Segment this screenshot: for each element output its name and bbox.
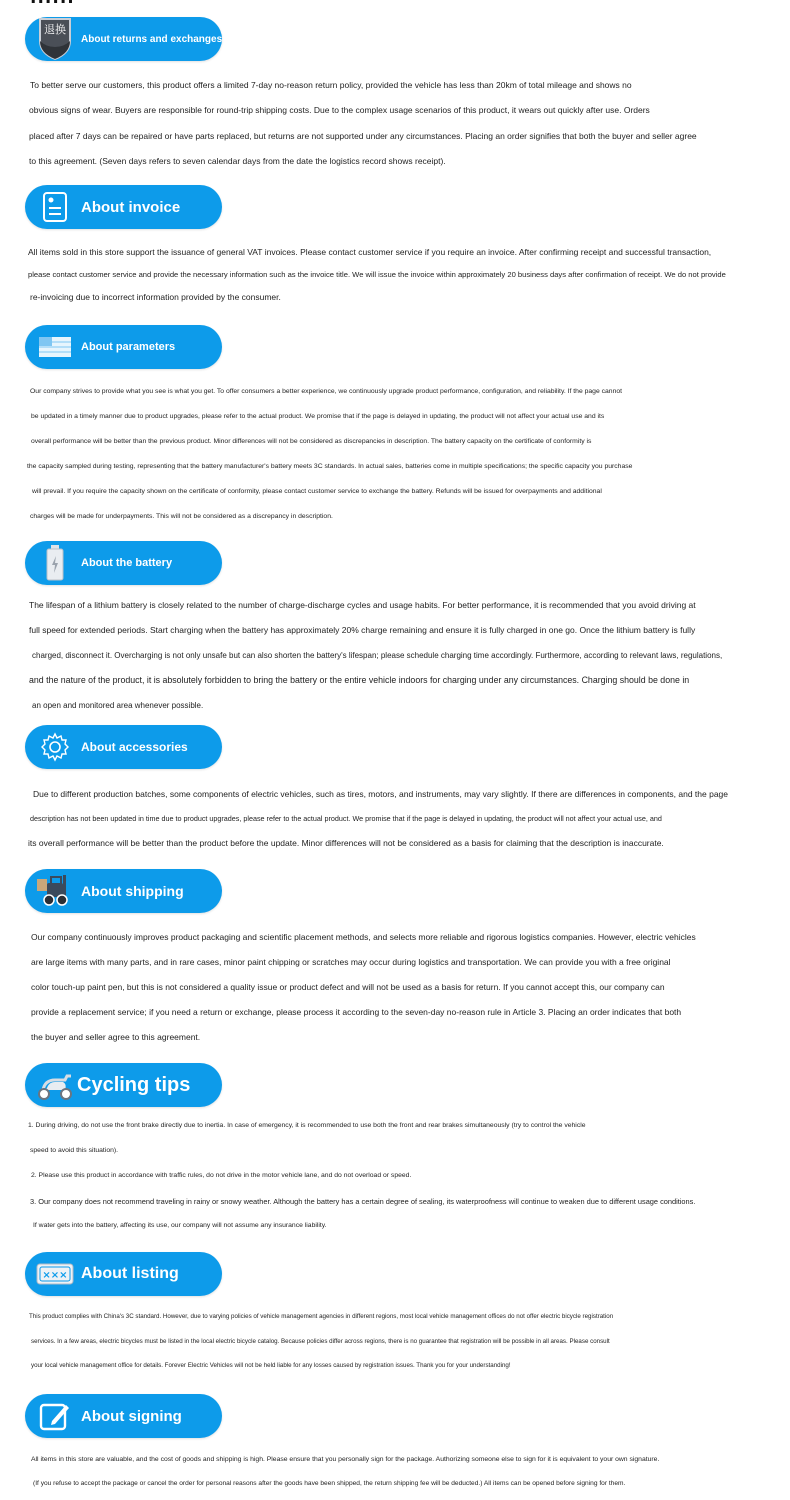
text-line: 1. During driving, do not use the front brake directly due to inertia. In case of emergency, it is recommended to use both the front and rear brakes simultaneously (try to control the vehicle [28,1122,586,1129]
parameters-icon [33,325,77,369]
text-line: re-invoicing due to incorrect information provided by the consumer. [30,292,281,302]
text-line: your local vehicle management office for details. Forever Electric Vehicles will not be held liable for any losses caused by registration issues. Thank you for your understanding! [31,1362,511,1369]
invoice-header-pill [25,185,222,229]
section-title: About signing [81,1407,182,1425]
section-title: About returns and exchanges [81,33,222,45]
gear-icon [33,725,77,769]
listing-header-pill [25,1252,222,1296]
text-line: obvious signs of wear. Buyers are responsible for round-trip shipping costs. Due to the complex usage scenarios of this product, it wears out quickly after use. Orders [29,105,650,115]
cycling-tips-header-pill [25,1063,222,1107]
text-line: please contact customer service and provide the necessary information such as the invoice title. We will issue the invoice within approximately 20 business days after confirmation of receipt. We do not provide [28,270,726,279]
text-line: description has not been updated in time due to product upgrades, please refer to the actual product. We promise that if the page is delayed in updating, the product will not affect your actual use, and [30,814,662,823]
invoice-icon [33,185,77,229]
text-line: Our company continuously improves product packaging and scientific placement methods, and selects more reliable and rigorous logistics companies. However, electric vehicles [31,932,696,942]
cut-off-top-text [30,0,450,6]
svg-text:退换: 退换 [44,23,66,36]
section-title: Cycling tips [77,1073,191,1096]
text-line: to this agreement. (Seven days refers to seven calendar days from the date the logistics record shows receipt). [29,156,446,166]
section-title: About invoice [81,198,181,216]
text-line: provide a replacement service; if you need a return or exchange, please process it according to the seven-day no-reason rule in Article 3. Placing an order indicates that both [31,1007,682,1017]
battery-icon [33,541,77,585]
section-title: About the battery [81,557,173,569]
scooter-icon [33,1063,77,1107]
svg-text:×××: ××× [42,1270,68,1281]
license-plate-icon [33,1252,77,1296]
text-line: If water gets into the battery, affecting its use, our company will not assume any insurance liability. [33,1222,327,1229]
text-line: All items in this store are valuable, and the cost of goods and shipping is high. Please ensure that you personally sign for the package. Authorizing someone else to sign for it is equivalent to your own signature. [31,1456,660,1463]
section-title: About shipping [81,883,184,899]
signing-header-pill [25,1394,222,1438]
forklift-icon [33,869,77,913]
text-line: All items sold in this store support the issuance of general VAT invoices. Please contact customer service if you require an invoice. After confirming receipt and successful transaction, [28,247,712,257]
text-line: Due to different production batches, some components of electric vehicles, such as tires, motors, and instruments, may vary slightly. If there are differences in components, and the page [33,789,728,799]
text-line: and the nature of the product, it is absolutely forbidden to bring the battery or the entire vehicle indoors for charging under any circumstances. Charging should be done in [29,675,690,685]
parameters-header-pill [25,325,222,369]
section-title: About accessories [81,740,188,754]
section-title: About listing [81,1265,179,1282]
text-line: charged, disconnect it. Overcharging is not only unsafe but can also shorten the battery's lifespan; please schedule charging time accordingly. Furthermore, according to relevant laws, regulations, [32,651,723,660]
signing-pen-icon [33,1394,77,1438]
text-line: speed to avoid this situation). [30,1147,119,1154]
text-line: overall performance will be better than the previous product. Minor differences will not be considered as discrepancies in description. The battery capacity on the certificate of conformity is [31,438,592,445]
returns-badge-icon [33,17,77,61]
text-line: Our company strives to provide what you see is what you get. To offer consumers a better experience, we continuously upgrade product performance, configuration, and reliability. If the page cannot [30,388,623,395]
text-line: services. In a few areas, electric bicycles must be listed in the local electric bicycle catalog. Because policies differ across regions, there is no guarantee that registration will be possible in all areas. Please consult [31,1338,610,1345]
battery-header-pill [25,541,222,585]
text-line: (If you refuse to accept the package or cancel the order for personal reasons after the goods have been shipped, the return shipping fee will be deducted.) All items can be opened before signing for them. [33,1480,626,1487]
text-line: placed after 7 days can be repaired or have parts replaced, but returns are not supported under any circumstances. Placing an order signifies that both the buyer and seller agree [29,131,697,141]
text-line: its overall performance will be better than the product before the update. Minor differences will not be considered as a basis for claiming that the description is inaccurate. [28,838,664,848]
shipping-header-pill [25,869,222,913]
text-line: The lifespan of a lithium battery is closely related to the number of charge-discharge cycles and usage habits. For better performance, it is recommended that you avoid driving at [29,600,696,610]
text-line: To better serve our customers, this product offers a limited 7-day no-reason return policy, provided the vehicle has less than 20km of total mileage and shows no [30,80,632,90]
text-line: an open and monitored area whenever possible. [32,701,204,710]
text-line: be updated in a timely manner due to product upgrades, please refer to the actual product. We promise that if the page is delayed in updating, the product will not affect your actual use and its [31,413,605,420]
accessories-header-pill [25,725,222,769]
text-line: color touch-up paint pen, but this is not considered a quality issue or product defect and will not be used as a basis for return. If you cannot accept this, our company can [31,982,665,992]
text-line: This product complies with China's 3C standard. However, due to varying policies of vehicle management agencies in different regions, most local vehicle management offices do not offer electric bicycle registration [29,1313,614,1320]
text-line: charges will be made for underpayments. This will not be considered as a discrepancy in description. [30,513,333,520]
text-line: 2. Please use this product in accordance with traffic rules, do not drive in the motor vehicle lane, and do not overload or speed. [31,1172,412,1179]
section-title: About parameters [81,341,176,353]
returns-header-pill [25,17,222,61]
text-line: will prevail. If you require the capacity shown on the certificate of conformity, please contact customer service to exchange the battery. Refunds will be issued for overpayments and additional [32,488,602,495]
text-line: the buyer and seller agree to this agreement. [31,1032,201,1042]
text-line: 3. Our company does not recommend traveling in rainy or snowy weather. Although the battery has a certain degree of sealing, its waterproofness will continue to weaken due to different usage conditions. [30,1197,696,1206]
text-line: full speed for extended periods. Start charging when the battery has approximately 20% charge remaining and ensure it is fully charged in one go. Once the lithium battery is fully [29,625,696,635]
text-line: are large items with many parts, and in rare cases, minor paint chipping or scratches may occur during logistics and transportation. We can provide you with a free original [31,957,671,967]
text-line: the capacity sampled during testing, representing that the battery manufacturer's battery meets 3C standards. In actual sales, batteries come in multiple specifications; the specific capacity you purchase [27,463,633,470]
